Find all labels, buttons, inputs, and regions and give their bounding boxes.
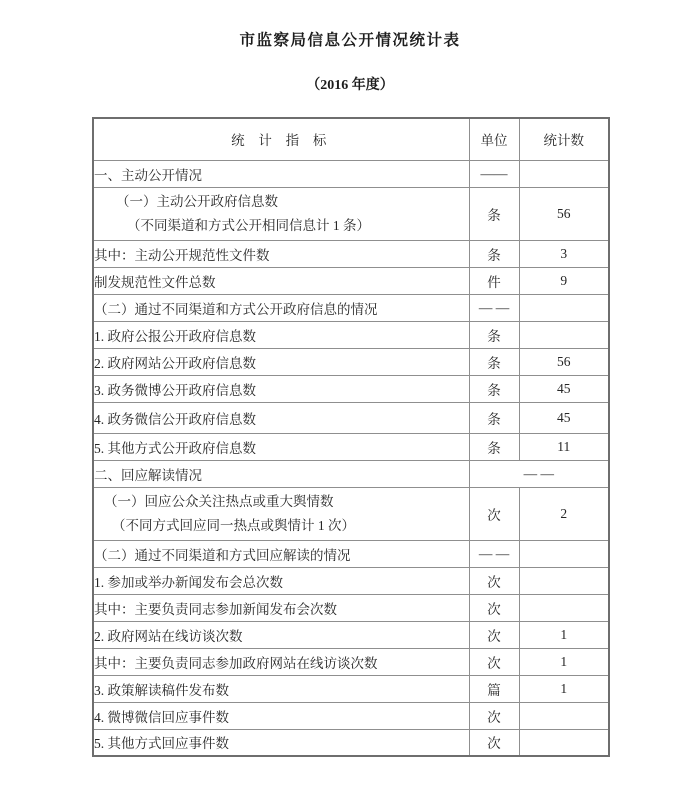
page-subtitle: （2016 年度）: [306, 78, 394, 93]
col-header-indicator: 统 计 指 标: [93, 118, 469, 160]
table-row: [93, 402, 609, 433]
indicator-line2: （不同渠道和方式公开相同信息计 1 条）: [127, 217, 370, 233]
table-row: [93, 621, 609, 648]
table-row: [93, 702, 609, 729]
indicator-cell: 4. 微博微信回应事件数: [93, 702, 469, 729]
table-row-section: [93, 160, 609, 187]
table-row: [93, 648, 609, 675]
table-row: [93, 240, 609, 267]
unit-cell: 条: [469, 402, 519, 433]
indicator-cell: 2. 政府网站在线访谈次数: [93, 621, 469, 648]
table-row: [93, 594, 609, 621]
indicator-cell: 3. 政策解读稿件发布数: [93, 675, 469, 702]
table-header-row: [93, 118, 609, 160]
count-cell: [519, 702, 609, 729]
table-row: [93, 321, 609, 348]
unit-cell: 条: [469, 433, 519, 460]
count-cell: 1: [519, 675, 609, 702]
count-cell: 45: [519, 402, 609, 433]
unit-cell: 次: [469, 702, 519, 729]
unit-cell: — —: [469, 294, 519, 321]
indicator-cell: 其中：主要负责同志参加新闻发布会次数: [93, 594, 469, 621]
indicator-cell: 3. 政务微博公开政府信息数: [93, 375, 469, 402]
count-cell: 9: [519, 267, 609, 294]
count-cell: [519, 160, 609, 187]
count-cell: 56: [519, 348, 609, 375]
unit-cell: — —: [469, 540, 519, 567]
table-row: [93, 675, 609, 702]
unit-cell: 件: [469, 267, 519, 294]
count-cell: 2: [519, 487, 609, 540]
indicator-cell: 2. 政府网站公开政府信息数: [93, 348, 469, 375]
col-header-count: 统计数: [519, 118, 609, 160]
count-cell: [519, 594, 609, 621]
unit-cell: 次: [469, 729, 519, 756]
table-row: [93, 375, 609, 402]
table-row: [93, 729, 609, 756]
indicator-cell: 其中：主动公开规范性文件数: [93, 240, 469, 267]
unit-cell: 次: [469, 648, 519, 675]
table-row-section: [93, 460, 609, 487]
table-row: [93, 348, 609, 375]
unit-cell: 次: [469, 594, 519, 621]
count-cell: [519, 729, 609, 756]
count-cell: 45: [519, 375, 609, 402]
indicator-cell: 5. 其他方式公开政府信息数: [93, 433, 469, 460]
count-cell: [519, 294, 609, 321]
page-title: 市监察局信息公开情况统计表: [239, 32, 461, 49]
indicator-cell: （二）通过不同渠道和方式公开政府信息的情况: [93, 294, 469, 321]
indicator-cell: 其中：主要负责同志参加政府网站在线访谈次数: [93, 648, 469, 675]
indicator-cell: [93, 187, 469, 240]
count-cell: [519, 540, 609, 567]
table-row: [93, 540, 609, 567]
count-cell: 11: [519, 433, 609, 460]
indicator-cell: 制发规范性文件总数: [93, 267, 469, 294]
table-row: [93, 187, 609, 240]
table-row: [93, 567, 609, 594]
unit-cell: 次: [469, 621, 519, 648]
indicator-cell: 5. 其他方式回应事件数: [93, 729, 469, 756]
indicator-line1: （一）主动公开政府信息数: [116, 193, 278, 209]
statistics-table: [92, 117, 610, 757]
document-page: [0, 28, 700, 797]
unit-cell: 条: [469, 240, 519, 267]
table-row: [93, 267, 609, 294]
indicator-line1: （一）回应公众关注热点或重大舆情数: [104, 493, 334, 509]
count-cell: [519, 567, 609, 594]
indicator-cell: 二、回应解读情况: [93, 460, 469, 487]
merged-dash-cell: — —: [469, 460, 609, 487]
table-row: [93, 433, 609, 460]
unit-cell: 条: [469, 187, 519, 240]
count-cell: 1: [519, 621, 609, 648]
count-cell: 1: [519, 648, 609, 675]
unit-cell: 次: [469, 487, 519, 540]
count-cell: [519, 321, 609, 348]
indicator-line2: （不同方式回应同一热点或舆情计 1 次）: [112, 517, 355, 533]
col-header-unit: 单位: [469, 118, 519, 160]
count-cell: 56: [519, 187, 609, 240]
count-cell: 3: [519, 240, 609, 267]
indicator-cell: [93, 487, 469, 540]
indicator-cell: 4. 政务微信公开政府信息数: [93, 402, 469, 433]
indicator-cell: 1. 参加或举办新闻发布会总次数: [93, 567, 469, 594]
table-row: [93, 294, 609, 321]
unit-cell: 条: [469, 321, 519, 348]
unit-cell: 次: [469, 567, 519, 594]
unit-cell: 篇: [469, 675, 519, 702]
indicator-cell: （二）通过不同渠道和方式回应解读的情况: [93, 540, 469, 567]
table-row: [93, 487, 609, 540]
indicator-cell: 一、主动公开情况: [93, 160, 469, 187]
unit-cell: 条: [469, 348, 519, 375]
indicator-cell: 1. 政府公报公开政府信息数: [93, 321, 469, 348]
unit-cell: 条: [469, 375, 519, 402]
unit-cell: ——: [469, 160, 519, 187]
